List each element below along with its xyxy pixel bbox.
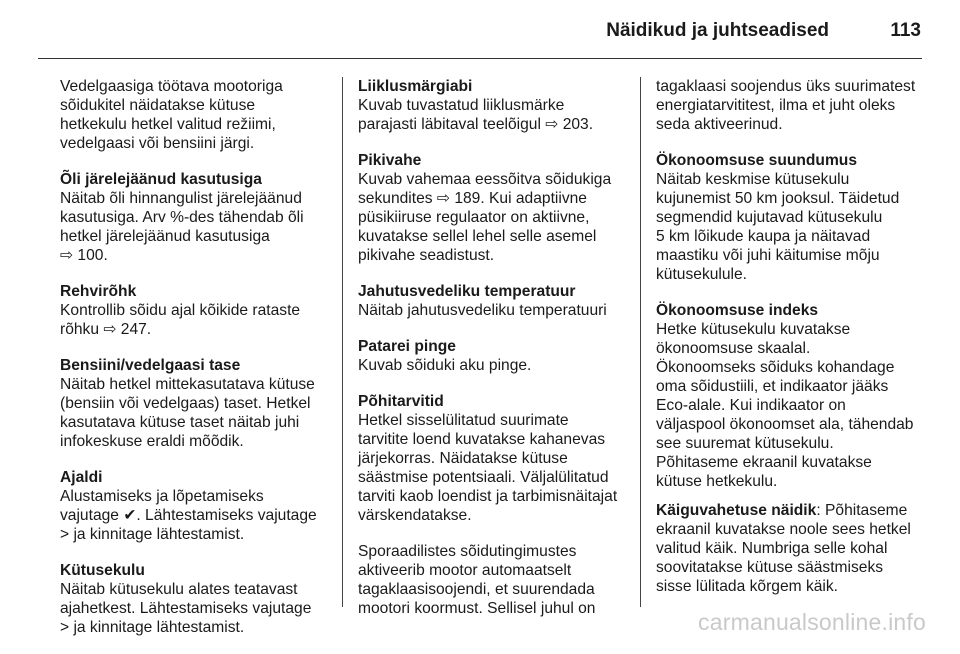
section-tyre-pressure: Rehvirõhk Kontrollib sõidu ajal kõikide rataste rõhku ⇨ 247. [60, 282, 332, 339]
column-2 [358, 77, 628, 635]
section-gear-shift-indicator: Käiguvahetuse näidik: Põhitaseme ekraanil kuvatakse noole sees hetkel valitud käik. Numbriga selle kohal soovitatakse kütuse säästmiseks sisse lülitada kõrgem käik. [656, 502, 911, 595]
page-ref-arrow-icon: ⇨ [103, 321, 117, 338]
section-title: Pikivahe [358, 152, 422, 169]
page-title: Näidikud ja juhtseadised [606, 20, 829, 41]
next-icon: > [60, 526, 70, 543]
section-title: Jahutusvedeliku temperatuur [358, 283, 576, 300]
section-traffic-sign: Liiklusmärgiabi Kuvab tuvastatud liiklusmärke parajasti läbitaval teelõigul ⇨ 203. [358, 77, 628, 134]
check-icon: ✔ [123, 507, 137, 524]
section-title: Ajaldi [60, 469, 103, 486]
section-title: Bensiini/vedelgaasi tase [60, 357, 241, 374]
lpg-intro-paragraph: Vedelgaasiga töötava mootoriga sõidukitel näidatakse kütuse hetkekulu hetkel valitud režiimi, vedelgaasi või bensiini järgi. [60, 78, 283, 152]
section-title: Liiklusmärgiabi [358, 78, 473, 95]
section-title: Põhitarvitid [358, 393, 444, 410]
continued-paragraph: tagaklaasi soojendus üks suurimatest energiatarvititest, ilma et juht oleks seda aktiveerinud. [656, 78, 916, 133]
column-3 [656, 77, 928, 613]
page-ref[interactable]: 100. [77, 247, 108, 264]
section-eco-index: Ökonoomsuse indeks Hetke kütusekulu kuvatakse ökonoomsuse skaalal. Ökonoomseks sõiduks kohandage oma sõidustiili, et indikaator jääks Eco-alale. Kui indikaator on väljaspool ökonoomset ala, tähendab see suuremat kütusekulu. Põhitaseme ekraanil kuvatakse kütuse hetkekulu. [656, 301, 928, 491]
section-title: Kütusekulu [60, 562, 145, 579]
column-divider-2 [640, 77, 641, 607]
section-fuel-consumption: Kütusekulu Näitab kütusekulu alates teatavast ajahetkest. Lähtestamiseks vajutage > ja kinnitage lähtestamist. [60, 561, 332, 637]
page-ref-arrow-icon: ⇨ [436, 190, 450, 207]
section-title: Käiguvahetuse näidik [656, 502, 817, 519]
section-title: Patarei pinge [358, 338, 456, 355]
section-oil-life: Õli järelejäänud kasutusiga Näitab õli hinnangulist järelejäänud kasutusiga. Arv %-des tähendab õli hetkel järelejäänud kasutusiga ⇨ 100. [60, 170, 332, 265]
column-1 [60, 77, 332, 654]
section-title: Rehvirõhk [60, 283, 137, 300]
page-ref[interactable]: 189. Kui adaptiivne [454, 190, 587, 207]
page-ref-arrow-icon: ⇨ [545, 116, 559, 133]
section-eco-trend: Ökonoomsuse suundumus Näitab keskmise kütusekulu kujunemist 50 km jooksul. Täidetud segmendid kujutavad kütusekulu 5 km lõikude kaupa ja näitavad maastiku või juhi käitumise mõju kütusekulule. [656, 151, 928, 284]
section-title: Ökonoomsuse indeks [656, 302, 819, 319]
section-main-consumers: Põhitarvitid Hetkel sisselülitatud suurimate tarvitite loend kuvatakse kahanevas järjekorras. Näidatakse kütuse säästmise potentsiaali. Väljalülitatud tarviti kaob loendist ja tarbimisnäitajat värskendatakse. [358, 392, 628, 525]
header-divider [38, 58, 922, 59]
page-ref[interactable]: 203. [562, 116, 594, 133]
column-divider-1 [342, 77, 343, 607]
section-following-distance: Pikivahe Kuvab vahemaa eessõitva sõidukiga sekundites ⇨ 189. Kui adaptiivne püsikiiruse regulaator on aktiivne, kuvatakse sellel lehel selle asemel pikivahe seadistust. [358, 151, 628, 265]
driving-conditions-paragraph: Sporaadilistes sõidutingimustes aktiveerib mootor automaatselt tagaklaasisoojendi, et suurendada mootori koormust. Sellisel juhul on [358, 543, 596, 617]
section-battery-voltage: Patarei pinge Kuvab sõiduki aku pinge. [358, 337, 628, 375]
page-number: 113 [890, 20, 921, 41]
section-coolant-temperature: Jahutusvedeliku temperatuur Näitab jahutusvedeliku temperatuuri [358, 282, 628, 320]
watermark: carmanualsonline.info [698, 609, 926, 635]
next-icon: > [60, 619, 70, 636]
page-ref[interactable]: 247. [120, 321, 152, 338]
section-fuel-level: Bensiini/vedelgaasi tase Näitab hetkel mittekasutatava kütuse (bensiin või vedelgaas) taset. Hetkel kasutatava kütuse taset näitab juhi infokeskuse eraldi mõõdik. [60, 356, 332, 451]
section-timer: Ajaldi Alustamiseks ja lõpetamiseks vajutage ✔. Lähtestamiseks vajutage > ja kinnitage lähtestamist. [60, 468, 332, 544]
section-title: Õli järelejäänud kasutusiga [60, 171, 262, 188]
page-ref-arrow-icon: ⇨ [60, 247, 74, 264]
section-title: Ökonoomsuse suundumus [656, 152, 858, 169]
